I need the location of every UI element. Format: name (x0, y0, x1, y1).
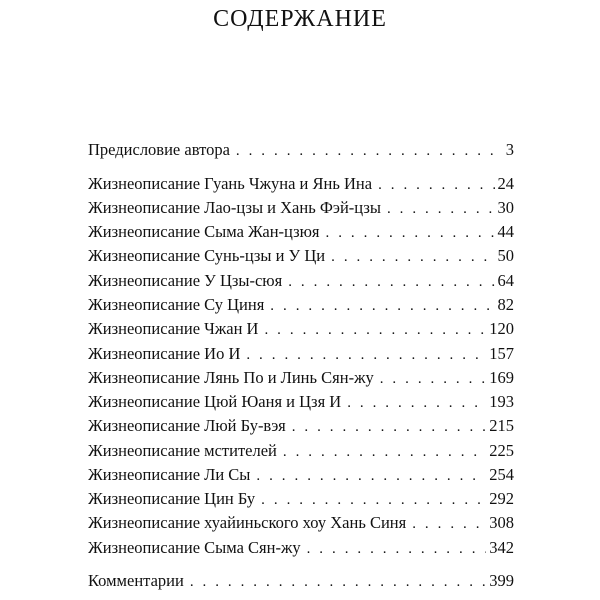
toc-entry (88, 390, 514, 414)
toc-entry-page: 254 (489, 465, 514, 484)
toc-dot-leader (292, 415, 487, 439)
toc-entry-title: Жизнеописание Чжан И (88, 319, 259, 338)
toc-entry-title: Жизнеописание Ли Сы (88, 465, 251, 484)
toc-entry (88, 511, 514, 535)
toc-entry-page: 64 (497, 271, 514, 290)
toc-dot-leader (412, 512, 486, 536)
toc-dot-leader (387, 197, 495, 221)
toc-entry (88, 414, 514, 438)
toc-entry (88, 138, 514, 162)
toc-entry (88, 536, 514, 560)
toc-entry-page: 82 (497, 295, 514, 314)
toc-entry (88, 569, 514, 593)
toc-entry-page: 24 (497, 174, 514, 193)
toc-entry-page: 30 (497, 198, 514, 217)
toc-entry-page: 342 (489, 538, 514, 557)
toc-entry-page: 225 (489, 441, 514, 460)
toc-entry-title: Жизнеописание Сунь-цзы и У Ци (88, 246, 326, 265)
toc-dot-leader (288, 270, 494, 294)
toc-entry-title: Жизнеописание Су Циня (88, 295, 265, 314)
toc-entry-title: Жизнеописание Лянь По и Линь Сян-жу (88, 368, 374, 387)
toc-entry-title: Жизнеописание Гуань Чжуна и Янь Ина (88, 174, 373, 193)
toc-dot-leader (307, 537, 487, 561)
toc-dot-leader (256, 464, 486, 488)
toc-entry-title: Жизнеописание Сыма Сян-жу (88, 538, 301, 557)
toc-entry-page: 120 (489, 319, 514, 338)
toc-entry (88, 342, 514, 366)
toc-dot-leader (347, 391, 486, 415)
toc-entry-page: 399 (489, 571, 514, 590)
toc-entry-title: Жизнеописание Лао-цзы и Хань Фэй-цзы (88, 198, 381, 217)
toc-dot-leader (190, 570, 486, 594)
toc-entry (88, 317, 514, 341)
toc-entry-page: 3 (505, 140, 514, 159)
toc-entry-page: 292 (489, 489, 514, 508)
toc-entry-title: Жизнеописание Сыма Жан-цзюя (88, 222, 320, 241)
toc-entry (88, 366, 514, 390)
toc-entry (88, 172, 514, 196)
toc-entry-page: 50 (497, 246, 514, 265)
toc-entry-page: 215 (489, 416, 514, 435)
toc-entry (88, 196, 514, 220)
toc-entry-title: Жизнеописание мстителей (88, 441, 277, 460)
toc-entry (88, 269, 514, 293)
toc-dot-leader (264, 318, 486, 342)
toc-dot-leader (261, 488, 486, 512)
toc-dot-leader (326, 221, 495, 245)
toc-entry (88, 487, 514, 511)
toc-entry-title: Предисловие автора (88, 140, 230, 159)
toc-entry (88, 439, 514, 463)
toc-entry (88, 244, 514, 268)
toc-entry-page: 157 (489, 344, 514, 363)
toc-entry-page: 169 (489, 368, 514, 387)
toc-entry (88, 463, 514, 487)
toc-entry (88, 220, 514, 244)
toc-entry-page: 193 (489, 392, 514, 411)
toc-dot-leader (283, 440, 486, 464)
toc-dot-leader (236, 139, 503, 163)
toc-dot-leader (380, 367, 487, 391)
toc-entry-title: Жизнеописание Люй Бу-вэя (88, 416, 286, 435)
toc-dot-leader (246, 343, 486, 367)
toc-dot-leader (270, 294, 494, 318)
toc-entry-title: Комментарии (88, 571, 184, 590)
toc-dot-leader (378, 173, 494, 197)
toc-entry-page: 44 (497, 222, 514, 241)
page-title: СОДЕРЖАНИЕ (213, 6, 387, 32)
toc-entry-title: Жизнеописание хуайиньского хоу Хань Синя (88, 513, 407, 532)
toc-entry (88, 293, 514, 317)
toc-dot-leader (331, 245, 494, 269)
toc-entry-title: Жизнеописание Цюй Юаня и Цзя И (88, 392, 342, 411)
toc-entry-title: Жизнеописание Цин Бу (88, 489, 256, 508)
toc-entry-title: Жизнеописание Ио И (88, 344, 241, 363)
toc-entry-page: 308 (489, 513, 514, 532)
toc-entry-title: Жизнеописание У Цзы-сюя (88, 271, 283, 290)
